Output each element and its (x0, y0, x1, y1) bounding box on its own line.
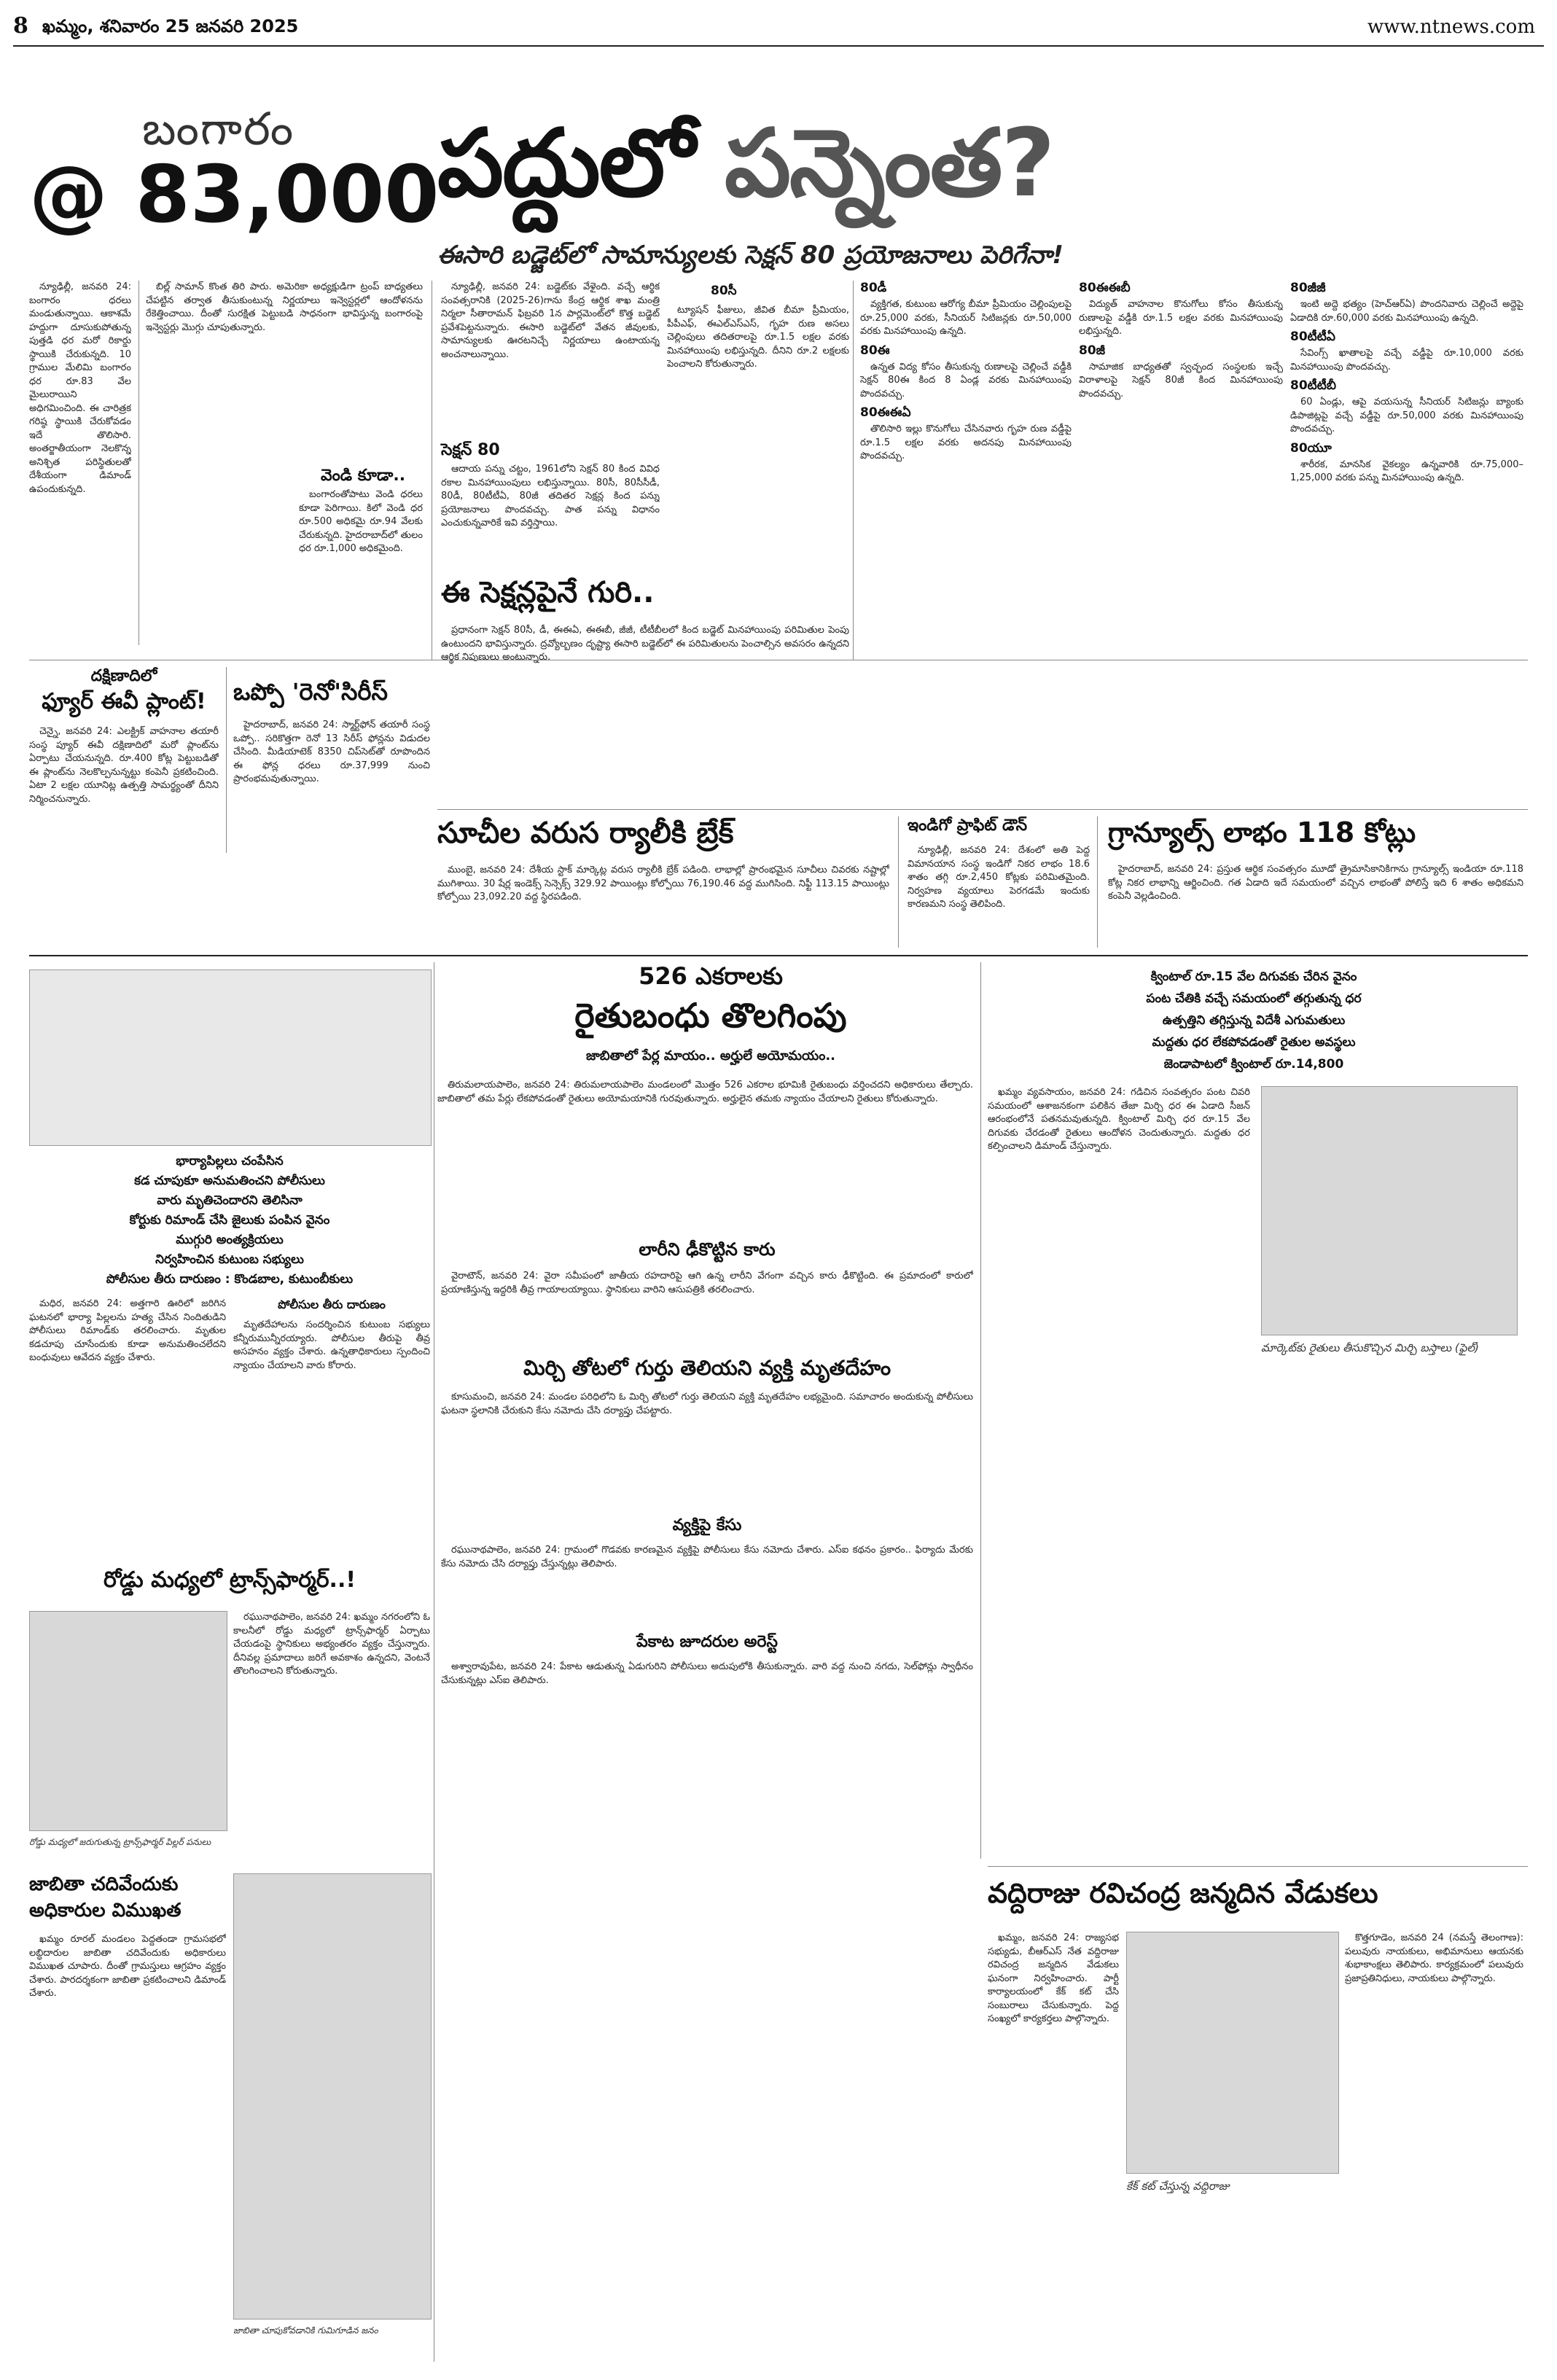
tax-article-col2 (441, 463, 660, 572)
silver-text: బంగారంతోపాటు వెండి ధరలు కూడా పెరిగాయి. కిలో వెండి ధర రూ.500 అధికమై రూ.94 వేలకు చేరుకున్నది. హైదరాబాద్‌లో తులం ధర రూ.1,000 అధికమైంది. (299, 489, 423, 554)
col-80eeb-heading: 80ఈఈబీ (1079, 281, 1131, 295)
crime-kickers (29, 1152, 430, 1290)
deduction-col2 (1079, 281, 1283, 660)
crime-kicker-2: కడ చూపుకూ అనుమతించని పోలీసులు (134, 1174, 325, 1188)
chilli-kicker-5: జెండాపాటలో క్వింటాల్ రూ.14,800 (1163, 1057, 1344, 1072)
col-80e-text: ఉన్నత విద్య కోసం తీసుకున్న రుణాలపై చెల్లించే వడ్డీకి సెక్షన్ 80ఈ కింద 8 ఏండ్ల వరకు మినహాయింపు పొందవచ్చు. (860, 361, 1072, 399)
transformer-article (29, 1567, 430, 1598)
gold-text-2: బిల్ల్‌ సామాన్ కొంత తిరి పారు. అమెరికా అధ్యక్షుడిగా ట్రంప్ బాధ్యతలు చేపట్టిన తర్వాత తీసుకుంటున్న నిర్ణయాలు ఇన్వెస్టర్లలో ఆందోళనను రేకెత్తించాయి. దీంతో సురక్షిత పెట్టుబడి సాధనంగా భావిస్తున్న బంగారంపై ఇన్వెస్టర్లు మొగ్గు చూపుతున్నారు. (146, 281, 423, 333)
column-separator (226, 667, 227, 853)
crime-kicker-3: వారు మృతిచెందారని తెలిసినా (157, 1193, 303, 1208)
body-found-article (441, 1356, 973, 1522)
transformer-title: రోడ్డు మధ్యలో ట్రాన్స్‌ఫార్మర్..! (103, 1567, 356, 1593)
birthday-body-col1 (988, 1932, 1119, 2354)
birthday-title: వద్దిరాజు రవిచంద్ర జన్మదిన వేడుకలు (988, 1877, 1378, 1909)
col-80tta-heading: 80టీటీఏ (1290, 329, 1335, 344)
gambling-body (441, 1661, 973, 1748)
date-line: ఖమ్మం, శనివారం 25 జనవరి 2025 (42, 16, 299, 36)
column-separator (138, 281, 139, 645)
rythu-bandhu-kicker: 526 ఎకరాలకు (639, 962, 783, 990)
website-link[interactable]: www.ntnews.com (1367, 16, 1535, 38)
focus-article (441, 624, 849, 708)
chilli-kicker-1: క్వింటాల్ రూ.15 వేల దిగువకు చేరిన వైనం (1150, 969, 1357, 984)
lorry-title: లారీని ఢీకొట్టిన కారు (639, 1239, 776, 1260)
crime-kicker-7: పోలీసుల తీరు దారుణం : కొండబాల, కుటుంబీకులు (106, 1272, 354, 1287)
column-separator (980, 962, 981, 1859)
granules-body (1108, 863, 1523, 951)
transformer-body (233, 1611, 430, 1852)
column-separator (853, 281, 854, 660)
crime-col2-heading: పోలీసుల తీరు దారుణం (278, 1298, 386, 1311)
section-divider (988, 1866, 1528, 1867)
chilli-kicker-2: పంట చేతికి వచ్చే సమయంలో తగ్గుతున్న ధర (1146, 991, 1362, 1006)
gold-article-col2 (146, 281, 423, 463)
birthday-text-2: కొత్తగూడెం, జనవరి 24 (నమస్తే తెలంగాణ): పలువురు నాయకులు, అభిమానులు ఆయనకు శుభాకాంక్షలు తెలిపారు. కార్యక్రమంలో పలువురు ప్రజాప్రతినిధులు, నాయకులు పాల్గొన్నారు. (1345, 1932, 1523, 1984)
rythu-bandhu-text: తిరుమలాయపాలెం, జనవరి 24: తిరుమలాయపాలెం మండలంలో మొత్తం 526 ఎకరాల భూమికి రైతుబంధు వర్తించదని అధికారులు తేల్చారు. జాబితాలో తమ పేర్లు లేకపోవడంతో రైతులు అయోమయానికి గురవుతున్నారు. అర్హులైన తమకు న్యాయం చేయాలని రైతులు కోరుతున్నారు. (437, 1080, 973, 1104)
col-80c-text: ట్యూషన్ ఫీజులు, జీవిత బీమా ప్రీమియం, పీపీఎఫ్, ఈఎల్‌ఎస్‌ఎస్, గృహ రుణ అసలు చెల్లింపులు తదితరాలపై రూ.1.5 లక్షల వరకు మినహాయింపు లభిస్తున్నది. దీనిని రూ.2 లక్షలకు పెంచాలని కోరుతున్నారు. (667, 305, 849, 370)
south-plant-kicker: దక్షిణాదిలో (90, 667, 157, 685)
column-separator (1097, 816, 1098, 948)
gambling-title: పేకాట జూదరుల అరెస్ట్ (636, 1633, 778, 1651)
lorry-body (441, 1270, 973, 1350)
col-80g-heading: 80జీ (1079, 343, 1106, 358)
crime-kicker-1: భార్యాపిల్లలు చంపేసిన (176, 1154, 284, 1168)
masthead-rule (13, 45, 1544, 47)
col-80u-heading: 80యూ (1290, 440, 1332, 456)
granules-title: గ్రాన్యూల్స్ లాభం 118 కోట్లు (1108, 816, 1416, 848)
body-found-text: కూసుమంచి, జనవరి 24: మండల పరిధిలోని ఓ మిర్చి తోటలో గుర్తు తెలియని వ్యక్తి మృతదేహం లభ్యమైంది. సమాచారం అందుకున్న పోలీసులు ఘటనా స్థలానికి చేరుకుని కేసు నమోదు చేసి దర్యాప్తు చేపట్టారు. (441, 1392, 973, 1416)
col-80eea-heading: 80ఈఈఏ (860, 405, 911, 420)
focus-box (441, 576, 849, 708)
lorry-text: వైరాటౌన్, జనవరి 24: వైరా సమీపంలో జాతీయ రహదారిపై ఆగి ఉన్న లారీని వేగంగా వచ్చిన కారు ఢీకొట్టింది. ఈ ప్రమాదంలో కారులో ప్రయాణిస్తున్న ఇద్దరికి తీవ్ర గాయాలయ్యాయి. స్థానికులు వారిని ఆసుపత్రికి తరలించారు. (441, 1271, 973, 1295)
oppo-title: ఒప్పో 'రెనో'సిరీస్ (233, 678, 388, 706)
case-filed-article (441, 1516, 973, 1624)
oppo-body (233, 719, 430, 857)
col-80ttb-text: 60 ఏండ్లు, ఆపై వయసున్న సీనియర్ సిటిజన్లు బ్యాంకు డిపాజిట్లపై వచ్చే వడ్డీపై రూ.50,000 వరకు మినహాయింపు పొందవచ్చు. (1290, 397, 1523, 434)
col-80c-heading: 80సీ (711, 284, 737, 298)
col-80g-text: సామాజిక బాధ్యతతో స్వచ్ఛంద సంస్థలకు ఇచ్చే విరాళాలపై సెక్షన్ 80జీ కింద మినహాయింపు పొందవచ్చు. (1079, 361, 1283, 399)
south-plant-body (29, 725, 219, 871)
birthday-photo-caption: కేక్ కట్ చేస్తున్న వద్దిరాజు (1126, 2180, 1230, 2193)
birthday-body-col2 (1345, 1932, 1523, 2354)
list-reading-body (29, 1933, 226, 2276)
column-separator (898, 816, 899, 948)
tax-text-2: ఆదాయ పన్ను చట్టం, 1961లోని సెక్షన్ 80 కింద వివిధ రకాల మినహాయింపులు లభిస్తున్నాయి. 80సీ, 80సీసీడీ, 80డీ, 80టీటీఏ, 80జీ తదితర సెక్షన్ల కింద పన్ను ప్రయోజనాలు పొందవచ్చు. పాత పన్ను విధానం ఎంచుకున్నవారికే ఇవి వర్తిస్తాయి. (441, 464, 660, 528)
case-filed-text: రఘునాథపాలెం, జనవరి 24: గ్రామంలో గొడవకు కారణమైన వ్యక్తిపై పోలీసులు కేసు నమోదు చేశారు. ఎస్‌ఐ కథనం ప్రకారం.. ఫిర్యాదు మేరకు కేసు నమోదు చేసి దర్యాప్తు చేస్తున్నట్లు తెలిపారు. (441, 1545, 973, 1569)
list-reading-photo (233, 1873, 432, 2319)
silver-article (299, 488, 423, 641)
lead-headline-part1: పద్దులో (437, 109, 725, 218)
body-found-body (441, 1391, 973, 1522)
oppo-text: హైదరాబాద్, జనవరి 24: స్మార్ట్‌ఫోన్ తయారీ సంస్థ ఒప్పో.. సరికొత్తగా రెనో 13 సిరీస్ ఫోన్లను విడుదల చేసింది. మీడియాటెక్ 8350 చిప్‌సెట్‌తో రూపొందిన ఈ ఫోన్ల ధరలు రూ.37,999 నుంచి ప్రారంభమవుతున్నాయి. (233, 719, 430, 784)
markets-body (437, 864, 889, 951)
gold-article-col1 (29, 281, 131, 645)
case-filed-title: వ్యక్తిపై కేసు (672, 1516, 742, 1534)
indigo-body (908, 844, 1090, 953)
gold-text-1: న్యూఢిల్లీ, జనవరి 24: బంగారం ధరలు మండుతున్నాయి. ఆకాశమే హద్దుగా దూసుకుపోతున్న పుత్తడి ధర మరో రికార్డు స్థాయికి చేరుకున్నది. 10 గ్రాముల మేలిమి బంగారం ధర రూ.83 వేల మైలురాయిని అధిగమించింది. ఈ చారిత్రక గరిష్ఠ స్థాయికి చేరుకోవడం ఇదే తొలిసారి. అంతర్జాతీయంగా నెలకొన్న అనిశ్చిత పరిస్థితులతో దేశీయంగా డిమాండ్ ఉపందుకున్నది. (29, 281, 131, 495)
lead-headline-part2: పన్నెంత? (724, 109, 1054, 218)
crime-body-col1 (29, 1298, 226, 1553)
granules-article (1108, 816, 1523, 951)
section-divider (437, 809, 1528, 810)
col-80tta-text: సేవింగ్స్ ఖాతాలపై వచ్చే వడ్డీపై రూ.10,000 వరకు మినహాయింపు పొందవచ్చు. (1290, 348, 1523, 372)
col-80d-text: వ్యక్తిగత, కుటుంబ ఆరోగ్య బీమా ప్రీమియం చెల్లింపులపై రూ.25,000 వరకు, సీనియర్ సిటిజన్లకు రూ.50,000 వరకు మినహాయింపు ఉన్నది. (860, 299, 1072, 337)
silver-heading: వెండి కూడా.. (321, 467, 406, 485)
chilli-body (988, 1086, 1250, 1852)
chilli-text: ఖమ్మం వ్యవసాయం, జనవరి 24: గడిచిన సంవత్సరం పంట చివరి సమయంలో ఆశాజనకంగా పలికిన తేజా మిర్చి ధర ఈ ఏడాది సీజన్ ఆరంభంలోనే పతనమవుతున్నది. క్వింటాల్ మిర్చి ధర రూ.15 వేల దిగువకు చేరడంతో రైతులు ఆందోళన చెందుతున్నారు. మద్దతు ధర కల్పించాలని డిమాండ్ చేస్తున్నారు. (988, 1087, 1250, 1152)
crime-photo-placeholder (29, 969, 432, 1146)
body-found-title: మిర్చి తోటలో గుర్తు తెలియని వ్యక్తి మృతదేహం (523, 1356, 891, 1380)
rythu-bandhu-sub: జాబితాలో పేర్ల మాయం.. అర్హులే అయోమయం.. (585, 1048, 836, 1064)
section-80-heading: సెక్షన్ 80 (441, 441, 500, 459)
focus-heading: ఈ సెక్షన్లపైనే గురి.. (441, 576, 655, 609)
section-rule (29, 955, 1528, 956)
col-80gg-heading: 80జీజీ (1290, 281, 1326, 295)
list-reading-photo-caption: జాబితా చూపుకోవడానికి గుమిగూడిన జనం (233, 2325, 378, 2336)
south-plant-title: ఫ్యూర్ ఈవీ ప్లాంట్! (42, 689, 206, 714)
gambling-text: అశ్వారావుపేట, జనవరి 24: పేకాట ఆడుతున్న ఏడుగురిని పోలీసులు అదుపులోకి తీసుకున్నారు. వారి వద్ద నుంచి నగదు, సెల్‌ఫోన్లు స్వాధీనం చేసుకున్నట్లు ఎస్‌ఐ తెలిపారు. (441, 1661, 973, 1686)
birthday-text-1: ఖమ్మం, జనవరి 24: రాజ్యసభ సభ్యుడు, బీఆర్‌ఎస్ నేత వద్దిరాజు రవిచంద్ర జన్మదిన వేడుకలు ఘనంగా నిర్వహించారు. పార్టీ కార్యాలయంలో కేక్ కట్ చేసి సంబురాలు చేసుకున్నారు. పెద్ద సంఖ్యలో కార్యకర్తలు పాల్గొన్నారు. (988, 1932, 1119, 2024)
col-80eeb-text: విద్యుత్ వాహనాల కొనుగోలు కోసం తీసుకున్న రుణాలపై వడ్డీకి రూ.1.5 లక్షల వరకు మినహాయింపు లభిస్తున్నది. (1079, 299, 1283, 337)
chilli-kicker-3: ఉత్పత్తిని తగ్గిస్తున్న విదేశీ ఎగుమతులు (1162, 1013, 1346, 1028)
list-reading-article (29, 1873, 226, 2276)
crime-body-col2 (233, 1298, 430, 1553)
rythu-bandhu-head (437, 962, 984, 1066)
south-plant-text: చెన్నై, జనవరి 24: ఎలక్ట్రిక్ వాహనాల తయారీ సంస్థ ప్యూర్ ఈవీ దక్షిణాదిలో మరో ప్లాంట్‌ను ఏర్పాటు చేయనున్నది. రూ.400 కోట్ల పెట్టుబడితో ఈ ప్లాంట్‌ను నెలకొల్పనున్నట్టు కంపెనీ ప్రకటించింది. ఏటా 2 లక్షల యూనిట్ల ఉత్పత్తి సామర్థ్యంతో దీనిని నిర్మించనున్నారు. (29, 726, 219, 805)
page-number: 8 (13, 13, 28, 39)
case-filed-body (441, 1544, 973, 1624)
birthday-photo (1126, 1932, 1339, 2174)
crime-kicker-5: ముగ్గురి అంత్యక్రియలు (176, 1233, 284, 1247)
crime-text-2: మృతదేహాలను సందర్శించిన కుటుంబ సభ్యులు కన్నీరుమున్నీరయ్యారు. పోలీసుల తీరుపై తీవ్ర అసహనం వ్యక్తం చేశారు. ఉన్నతాధికారులు స్పందించి న్యాయం చేయాలని వారు కోరారు. (233, 1319, 430, 1371)
crime-text-1: మధిర, జనవరి 24: అత్తగారి ఊరిలో జరిగిన ఘటనలో భార్యా పిల్లలను హత్య చేసిన నిందితుడిని పోలీసులు రిమాండ్‌కు తరలించారు. మృతుల కడచూపు చూసేందుకు కూడా అనుమతించలేదని బంధువులు ఆవేదన వ్యక్తం చేశారు. (29, 1298, 226, 1363)
col-80eea-text: తొలిసారి ఇల్లు కొనుగోలు చేసినవారు గృహ రుణ వడ్డీపై రూ.1.5 లక్షల వరకు అదనపు మినహాయింపు పొందవచ్చు. (860, 424, 1072, 461)
rythu-bandhu-body (437, 1079, 973, 1225)
lead-headline (437, 109, 1054, 241)
granules-text: హైదరాబాద్, జనవరి 24: ప్రస్తుత ఆర్థిక సంవత్సరం మూడో త్రైమాసికానికిగాను గ్రాన్యూల్స్ ఇండియా రూ.118 కోట్ల నికర లాభాన్ని ఆర్జించింది. గత ఏడాది ఇదే సమయంలో వచ్చిన లాభంతో పోలిస్తే ఇది 6 శాతం అధికమని కంపెనీ వెల్లడించింది. (1108, 864, 1523, 902)
gold-price: @ 83,000 (29, 149, 440, 241)
indigo-text: న్యూఢిల్లీ, జనవరి 24: దేశంలో అతి పెద్ద విమానయాన సంస్థ ఇండిగో నికర లాభం 18.6 శాతం తగ్గి రూ.2,450 కోట్లకు పరిమితమైంది. నిర్వహణ వ్యయాలు పెరగడమే ఇందుకు కారణమని సంస్థ తెలిపింది. (908, 845, 1090, 910)
indigo-title: ఇండిగో ప్రాఫిట్ డౌన్ (908, 816, 1028, 835)
deduction-col1 (860, 281, 1072, 660)
lorry-article (441, 1239, 973, 1350)
chilli-photo-caption: మార్కెట్‌కు రైతులు తీసుకొచ్చిన మిర్చి బస్తాలు (ఫైల్) (1261, 1341, 1479, 1354)
list-reading-text: ఖమ్మం రూరల్ మండలం పెద్దతండా గ్రామసభలో లబ్ధిదారుల జాబితా చదివేందుకు అధికారులు విముఖత చూపారు. దీంతో గ్రామస్తులు ఆగ్రహం వ్యక్తం చేశారు. పారదర్శకంగా జాబితా ప్రకటించాలని డిమాండ్ చేశారు. (29, 1934, 226, 1999)
focus-text: ప్రధానంగా సెక్షన్ 80సీ, డీ, ఈఈఏ, ఈఈబీ, జీజీ, టీటీబీలలో కింద బడ్జెట్ మినహాయింపు పరిమితుల పెంపు ఉంటుందని భావిస్తున్నారు. ద్రవ్యోల్బణం దృష్ట్యా ఈసారి బడ్జెట్‌లో ఈ పరిమితులను పెంచాల్సిన అవసరం ఉన్నదని ఆర్థిక నిపుణులు అంటున్నారు. (441, 625, 849, 663)
gambling-article (441, 1633, 973, 1748)
markets-text: ముంబై, జనవరి 24: దేశీయ స్టాక్ మార్కెట్ల వరుస ర్యాలీకి బ్రేక్ పడింది. లాభాల్లో ప్రారంభమైన సూచీలు చివరకు నష్టాల్లో ముగిశాయి. 30 షేర్ల ఇండెక్స్ సెన్సెక్స్ 329.92 పాయింట్లు కోల్పోయి 76,190.46 వద్ద ముగిసింది. నిఫ్టీ 113.15 పాయింట్లు కోల్పోయి 23,092.20 వద్ద స్థిరపడింది. (437, 865, 889, 902)
col-80d-heading: 80డీ (860, 281, 887, 295)
list-reading-title-line2: అధికారుల విముఖత (29, 1900, 182, 1921)
col-80gg-text: ఇంటి అద్దె భత్యం (హెచ్‌ఆర్‌ఏ) పొందనివారు చెల్లించే అద్దెపై ఏడాదికి రూ.60,000 వరకు మినహాయింపు ఉన్నది. (1290, 299, 1523, 324)
deduction-col3 (1290, 281, 1523, 660)
tax-text-1: న్యూఢిల్లీ, జనవరి 24: బడ్జెట్‌కు వేళైంది. వచ్చే ఆర్థిక సంవత్సరానికి (2025-26)గాను కేంద్ర ఆర్థిక శాఖ మంత్రి నిర్మలా సీతారామన్ ఫిబ్రవరి 1న పార్లమెంట్‌లో కొత్త బడ్జెట్ ప్రవేశపెట్టనున్నారు. ఈసారి బడ్జెట్‌లో వేతన జీవులకు, సామాన్యులకు ఊరటనిచ్చే నిర్ణయాలు ఉంటాయన్న అంచనాలున్నాయి. (441, 281, 660, 360)
oppo-article (233, 678, 430, 857)
col-80u-text: శారీరక, మానసిక వైకల్యం ఉన్నవారికి రూ.75,000–1,25,000 వరకు పన్ను మినహాయింపు ఉన్నది. (1290, 459, 1523, 483)
transformer-text: రఘునాథపాలెం, జనవరి 24: ఖమ్మం నగరంలోని ఓ కాలనీలో రోడ్డు మధ్యలో ట్రాన్స్‌ఫార్మర్ ఏర్పాటు చేయడంపై స్థానికులు అభ్యంతరం వ్యక్తం చేస్తున్నారు. దీనివల్ల ప్రమాదాలు జరిగే అవకాశం ఉన్నదని, వెంటనే తొలగించాలని కోరుతున్నారు. (233, 1612, 430, 1677)
gold-label: బంగారం (142, 102, 295, 155)
markets-title: సూచీల వరుస ర్యాలీకి బ్రేక్ (437, 816, 734, 850)
indigo-article (908, 816, 1090, 953)
list-reading-title-line1: జాబితా చదివేందుకు (29, 1873, 179, 1895)
col-80ttb-heading: 80టీటీబీ (1290, 378, 1337, 393)
chilli-kickers (988, 966, 1520, 1075)
tax-article-col1 (441, 281, 660, 434)
chilli-market-photo (1261, 1086, 1518, 1335)
transformer-photo-caption: రోడ్డు మధ్యలో జరుగుతున్న ట్రాన్స్‌ఫార్మర్ పిల్లర్ పనులు (29, 1837, 211, 1847)
crime-kicker-6: నిర్వహించిన కుటుంబ సభ్యులు (155, 1252, 304, 1267)
transformer-photo (29, 1611, 227, 1831)
south-plant-article (29, 667, 219, 871)
col-80e-heading: 80ఈ (860, 343, 890, 358)
crime-kicker-4: కోర్టుకు రిమాండ్ చేసి జైలుకు పంపిన వైనం (129, 1213, 330, 1228)
rythu-bandhu-title: రైతుబంధు తొలగింపు (574, 996, 847, 1035)
chilli-kicker-4: మద్దతు ధర లేకపోవడంతో రైతుల అవస్థలు (1152, 1035, 1356, 1050)
lead-subheadline: ఈసారి బడ్జెట్‌లో సామాన్యులకు సెక్షన్ 80 ప్రయోజనాలు పెరిగేనా! (437, 241, 1064, 270)
